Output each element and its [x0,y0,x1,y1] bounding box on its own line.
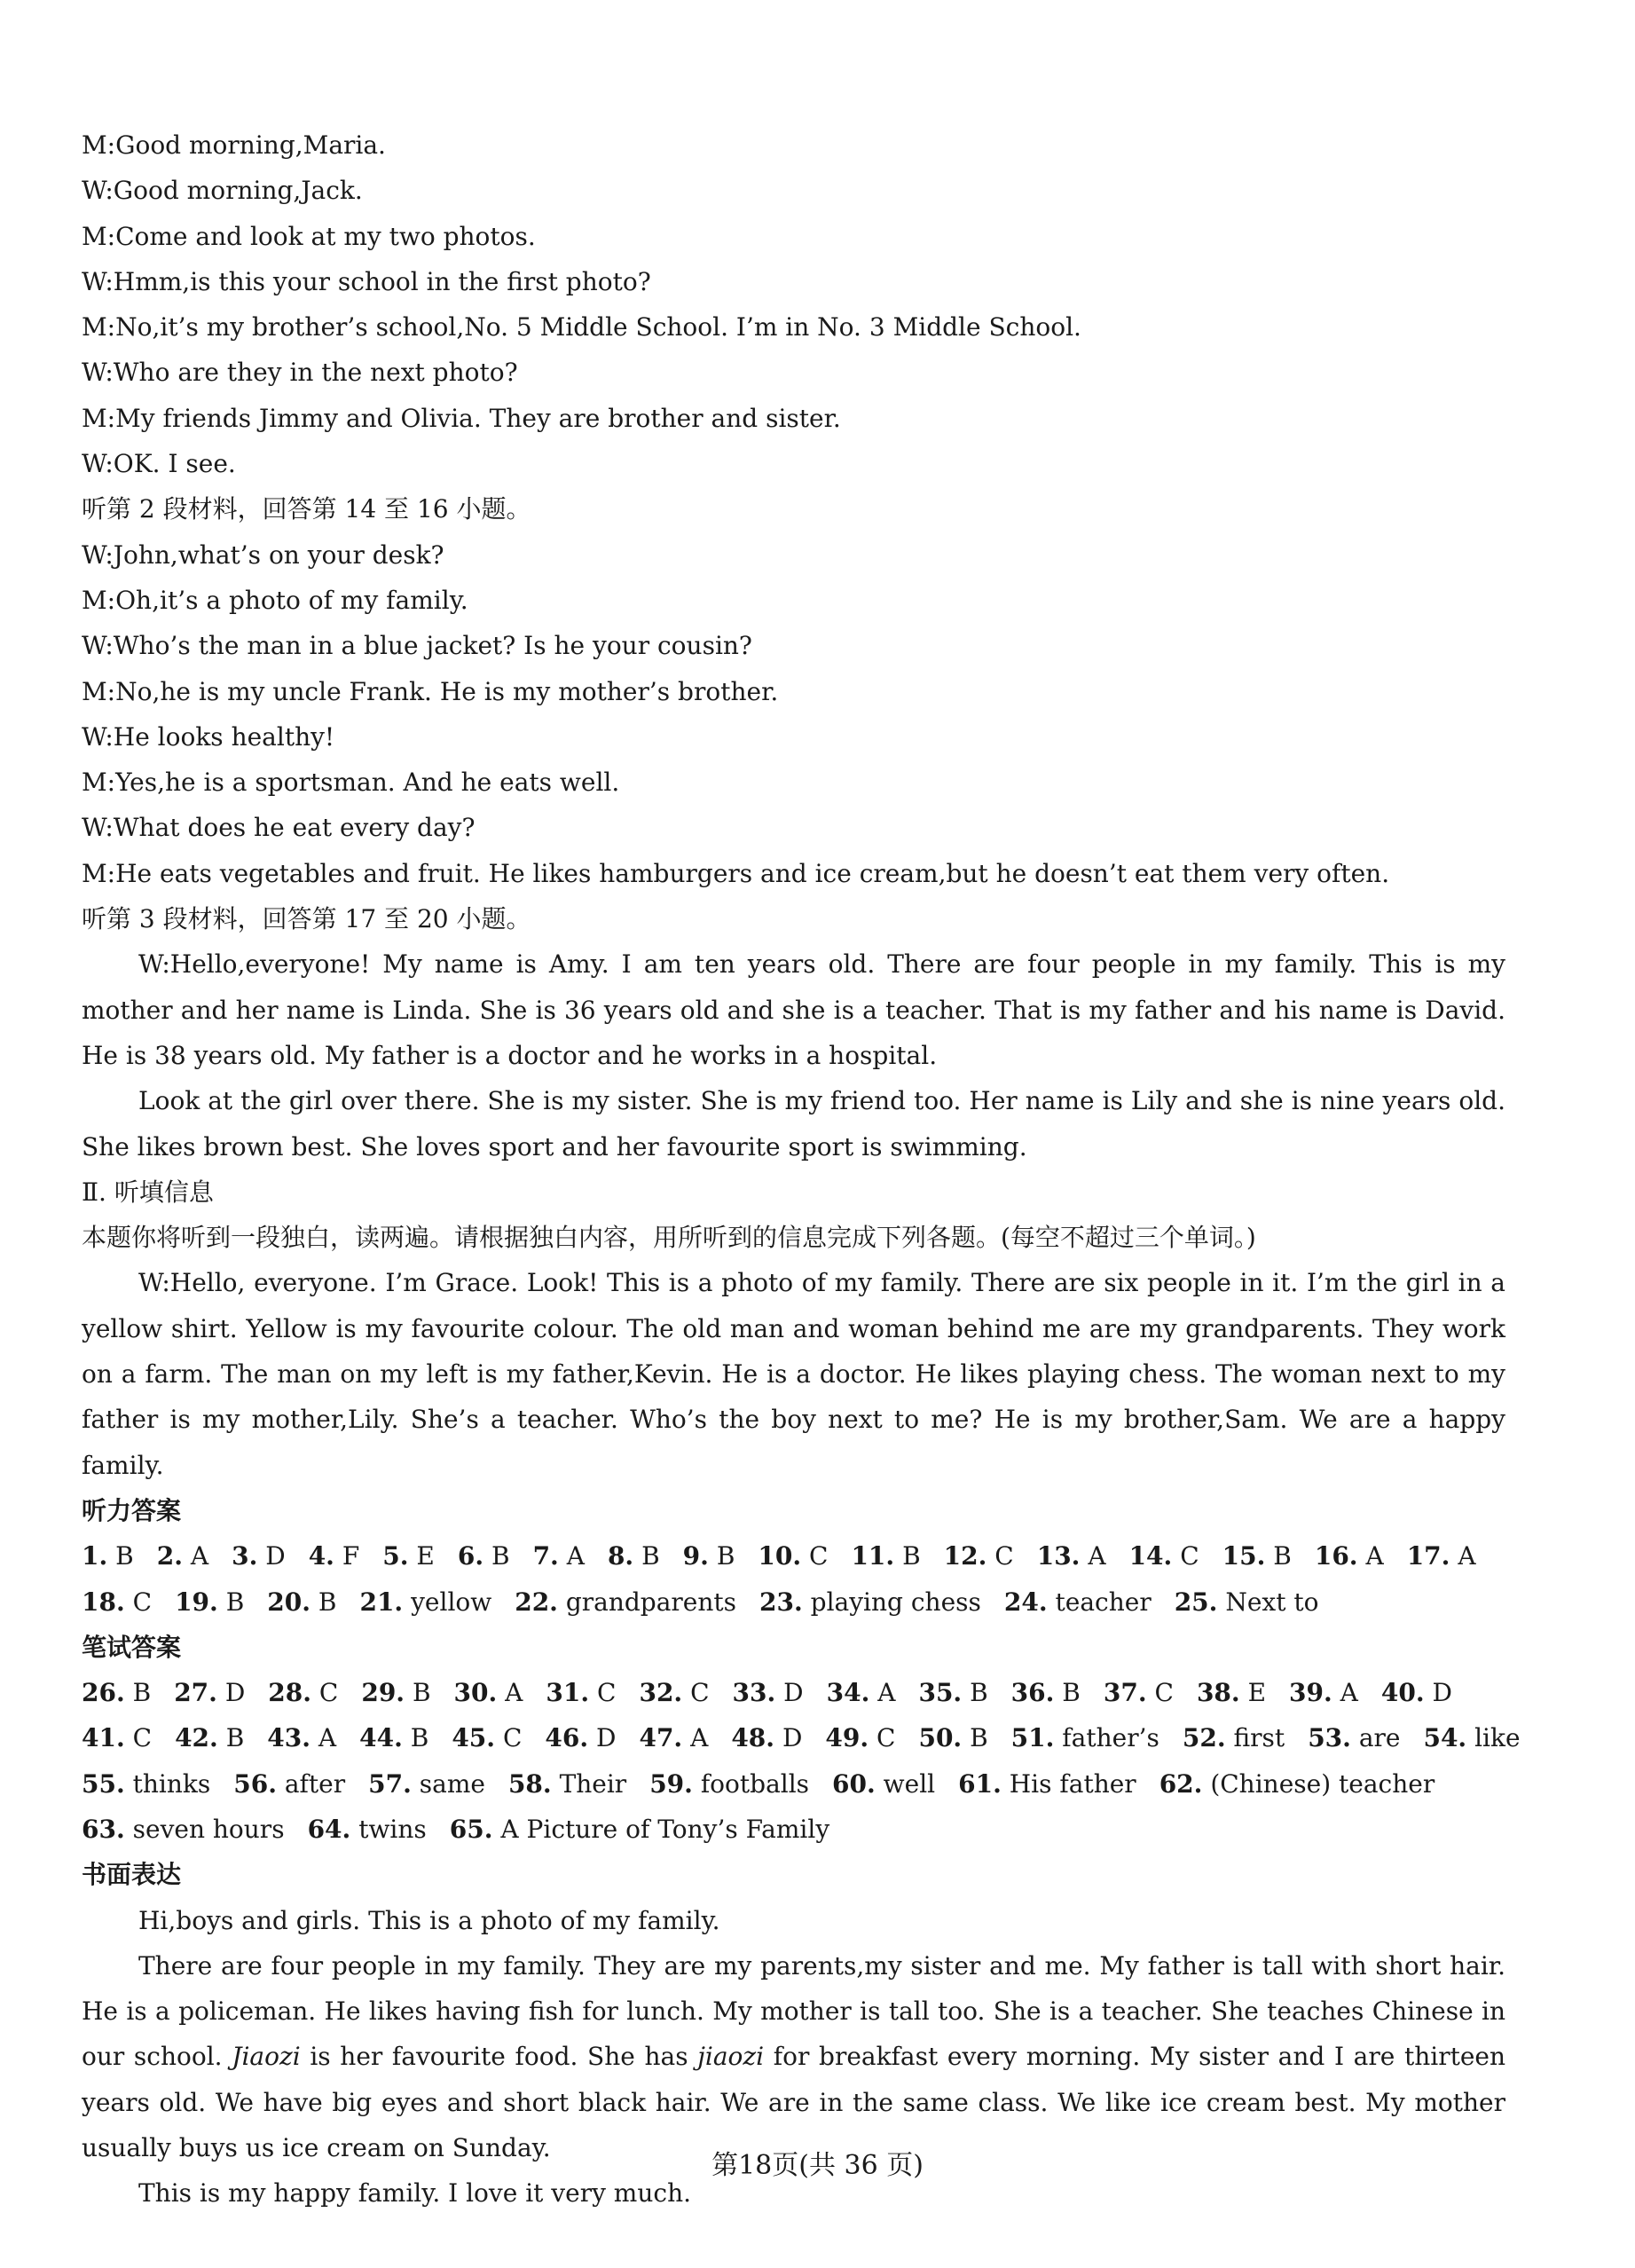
dialogue-line: M:No,he is my uncle Frank. He is my mother’s brother. [82,676,779,706]
answer-number: 18. [82,1587,125,1617]
monologue-3-paragraph-1: W:Hello,everyone! My name is Amy. I am ten years old. There are four people in my family. This is my mother and her name is Linda. She is 36 years old and she is a teacher. That is my father and his name is David. He is 38 years old. My father is a doctor and he works in a hospital. [82,949,1505,1070]
section-3-intro: 听第 3 段材料，回答第 17 至 20 小题。 [82,904,531,934]
answer-value: F [342,1541,360,1571]
writing-heading: 书面表达 [82,1860,182,1890]
answer-number: 52. [1182,1723,1226,1753]
writing-text: is her favourite food. She has [300,2042,698,2072]
answer-number: 20. [267,1587,310,1617]
answer-item [832,1769,935,1799]
answer-item [1159,1769,1435,1799]
answer-number: 19. [175,1587,218,1617]
dialogue-line: W:Good morning,Jack. [82,176,363,206]
answer-item [758,1541,828,1571]
answer-value: A [1340,1678,1358,1708]
answer-number: 60. [832,1768,876,1799]
answer-number: 50. [918,1723,963,1753]
answer-value: B [641,1541,660,1571]
section-2-intro: 听第 2 段材料，回答第 14 至 16 小题。 [82,494,531,524]
answer-number: 43. [267,1723,310,1753]
answer-value: B [318,1587,337,1617]
answer-value: A [505,1678,523,1708]
answer-value: father’s [1062,1723,1159,1753]
answer-number: 31. [546,1678,590,1708]
answer-value: B [410,1723,429,1753]
answer-number: 64. [307,1814,351,1844]
dialogue-line: W:Who are they in the next photo? [82,358,518,388]
answer-item [82,1815,285,1844]
writing-paragraph-2 [82,1943,1505,2170]
answer-value: B [716,1541,735,1571]
dialogue-line: W:He looks healthy! [82,721,335,752]
answer-item [1423,1723,1520,1752]
answer-item [232,1541,286,1571]
writing-text: for breakfast every morning. My sister and I are thirteen years old. We have big eyes and short black hair. We are in the same class. We like ice cream best. My mother usually buys us ice cream on Sunday. [82,2042,1506,2163]
answer-number: 25. [1174,1587,1218,1617]
answer-item [546,1678,616,1707]
answer-item [268,1678,338,1707]
answer-value: E [416,1541,435,1571]
answer-value: E [1247,1678,1267,1708]
answer-number: 41. [82,1723,125,1753]
answer-row [82,1761,1505,1807]
answer-value: C [318,1678,339,1708]
answer-number: 48. [731,1723,775,1753]
writing-italic-word: jiaozi [697,2042,765,2072]
answer-value: (Chinese) teacher [1210,1768,1435,1799]
answer-number: 15. [1222,1541,1266,1571]
answer-value: footballs [700,1768,810,1799]
answer-item [825,1723,895,1752]
answer-item [82,1587,152,1617]
answer-value: after [284,1768,346,1799]
part-2-instruction: 本题你将听到一段独白，读两遍。请根据独白内容，用所听到的信息完成下列各题。(每空不超过三个单词。) [82,1223,1256,1253]
answer-item [1011,1723,1159,1752]
answer-number: 1. [82,1541,108,1571]
part-2-title: Ⅱ. 听填信息 [82,1177,214,1207]
answer-item [1183,1723,1285,1752]
answer-item [359,1723,428,1752]
answer-value: teacher [1055,1587,1152,1617]
answer-value: well [883,1768,936,1799]
monologue-3-paragraph-2: Look at the girl over there. She is my sister. She is my friend too. Her name is Lily and she is nine years old. She likes brown best. She loves sport and her favourite sport is swimming. [82,1086,1505,1162]
answer-value: B [412,1678,431,1708]
dialogue-line: M:Good morning,Maria. [82,130,386,160]
answer-item [759,1587,981,1617]
answer-item [1222,1541,1292,1571]
answer-number: 61. [958,1768,1002,1799]
answer-item [649,1769,809,1799]
answer-number: 32. [639,1678,683,1708]
answer-value: B [970,1723,988,1753]
answer-item [1011,1678,1081,1707]
answer-item [851,1541,920,1571]
answer-item [1037,1541,1106,1571]
answer-item [733,1678,804,1707]
answer-value: C [132,1723,153,1753]
answer-number: 45. [452,1723,496,1753]
dialogue-line: M:Yes,he is a sportsman. And he eats well. [82,768,620,798]
answer-value: B [225,1587,245,1617]
dialogue-line: W:What does he eat every day? [82,813,476,843]
answer-item [82,1769,210,1799]
answer-number: 30. [453,1678,498,1708]
answer-item [639,1678,709,1707]
answer-number: 8. [607,1541,634,1571]
answer-item [683,1541,735,1571]
dialogue-line: W:Hmm,is this your school in the first photo? [82,266,651,296]
answer-number: 59. [649,1768,693,1799]
answer-item [233,1769,345,1799]
answer-value: B [1062,1678,1081,1708]
answer-number: 2. [156,1541,183,1571]
answer-number: 44. [359,1723,403,1753]
answer-item [1197,1678,1266,1707]
answer-value: D [783,1678,804,1708]
answer-item [361,1678,430,1707]
answer-value: C [876,1723,896,1753]
answer-value: B [115,1541,134,1571]
answer-item [175,1723,244,1752]
answer-item [731,1723,802,1752]
answer-number: 34. [826,1678,870,1708]
answer-value: Next to [1225,1587,1319,1617]
dialogue-2 [82,532,1505,896]
answer-number: 58. [507,1768,552,1799]
answer-item [157,1541,208,1571]
answer-number: 11. [851,1541,895,1571]
answer-item [1308,1723,1400,1752]
answer-value: C [1154,1678,1174,1708]
answer-value: C [597,1678,617,1708]
answer-item [458,1541,510,1571]
answer-number: 7. [532,1541,559,1571]
answer-item [308,1815,427,1844]
answer-item [267,1587,336,1617]
answer-value: A [190,1541,209,1571]
answer-value: C [809,1541,829,1571]
answer-value: C [132,1587,153,1617]
answer-value: twins [358,1814,427,1844]
answer-item [452,1723,522,1752]
answer-item [1175,1587,1319,1617]
answer-value: C [502,1723,523,1753]
answer-item [82,1723,152,1752]
answer-item [175,1587,244,1617]
answer-item [454,1678,523,1707]
answer-item [958,1769,1136,1799]
answer-number: 14. [1128,1541,1173,1571]
answer-row [82,1533,1505,1579]
answer-number: 5. [382,1541,409,1571]
answer-item [1129,1541,1199,1571]
answer-value: like [1474,1723,1521,1753]
answer-value: thinks [132,1768,211,1799]
answer-number: 53. [1308,1723,1351,1753]
answer-row [82,1807,1505,1852]
dialogue-line: M:Oh,it’s a photo of my family. [82,585,468,615]
answer-value: A [690,1723,709,1753]
answer-number: 37. [1103,1678,1147,1708]
answer-value: B [225,1723,245,1753]
answer-number: 29. [361,1678,405,1708]
answer-value: A [1365,1541,1384,1571]
answer-number: 4. [308,1541,334,1571]
answer-item [382,1541,435,1571]
answer-item [608,1541,660,1571]
answer-number: 28. [268,1678,311,1708]
answer-value: A [1458,1541,1476,1571]
dialogue-line: W:OK. I see. [82,449,236,479]
answer-number: 40. [1380,1678,1425,1708]
answer-value: are [1358,1723,1401,1753]
answer-value: Their [559,1768,627,1799]
answer-value: B [1273,1541,1292,1571]
answer-value: D [265,1541,286,1571]
answer-item [533,1541,585,1571]
answer-number: 12. [943,1541,987,1571]
answer-value: C [690,1678,710,1708]
answer-number: 42. [175,1723,218,1753]
listening-answers [82,1533,1505,1625]
answer-number: 65. [449,1814,493,1844]
page-footer: 第18页(共 36 页) [711,2150,924,2181]
answer-item [82,1678,151,1707]
dialogue-line: M:My friends Jimmy and Olivia. They are brother and sister. [82,403,841,433]
answer-item [174,1678,245,1707]
answer-number: 55. [82,1768,125,1799]
answer-item [918,1678,987,1707]
answer-item [1381,1678,1452,1707]
dialogue-line: M:No,it’s my brother’s school,No. 5 Middle School. I’m in No. 3 Middle School. [82,312,1081,343]
answer-item [1407,1541,1476,1571]
answer-value: D [596,1723,617,1753]
answer-number: 3. [232,1541,258,1571]
answer-row [82,1670,1505,1715]
listening-answers-heading: 听力答案 [82,1495,182,1525]
answer-number: 47. [639,1723,683,1753]
answer-item [918,1723,987,1752]
answer-value: B [970,1678,988,1708]
document-page [82,122,1521,2217]
answer-number: 24. [1003,1587,1048,1617]
answer-value: D [224,1678,246,1708]
part-2-monologue: W:Hello, everyone. I’m Grace. Look! This is a photo of my family. There are six people in it. I’m the girl in a yellow shirt. Yellow is my favourite colour. The old man and woman behind me are my grandparents. They work on a farm. The man on my left is my father,Kevin. He is a doctor. He likes playing chess. The woman next to my father is my mother,Lily. She’s a teacher. Who’s the boy next to me? He is my brother,Sam. We are a happy family. [82,1268,1505,1480]
writing-text: There are four people in my family. They are my parents,my sister and me. My father is tall with short hair. He is a policeman. He likes having fish for lunch. My mother is tall too. She is a teacher. She teaches Chinese in our school. [82,1950,1505,2072]
answer-number: 27. [174,1678,217,1708]
answer-item [827,1678,896,1707]
answer-value: grandparents [565,1587,737,1617]
answer-item [1104,1678,1174,1707]
answer-item [639,1723,708,1752]
written-answers [82,1670,1521,1852]
answer-value: A [877,1678,896,1708]
answer-item [944,1541,1014,1571]
answer-number: 54. [1423,1723,1467,1753]
writing-italic-word: Jiaozi [232,2042,301,2072]
answer-number: 57. [368,1768,412,1799]
writing-paragraph-3: This is my happy family. I love it very much. [138,2178,691,2209]
answer-number: 6. [457,1541,484,1571]
answer-item [368,1769,485,1799]
answer-item [508,1769,626,1799]
answer-number: 35. [918,1678,963,1708]
answer-item [1289,1678,1358,1707]
answer-item [450,1815,829,1844]
answer-value: seven hours [132,1814,285,1844]
answer-value: same [419,1768,485,1799]
answer-item [309,1541,360,1571]
dialogue-line: W:John,what’s on your desk? [82,539,444,570]
answer-row [82,1579,1505,1625]
answer-number: 21. [359,1587,404,1617]
dialogue-line: M:Come and look at my two photos. [82,221,536,251]
answer-value: first [1233,1723,1285,1753]
answer-item [515,1587,736,1617]
dialogue-line: M:He eats vegetables and fruit. He likes hamburgers and ice cream,but he doesn’t eat them very often. [82,858,1390,888]
answer-value: A Picture of Tony’s Family [500,1814,830,1844]
answer-number: 23. [759,1587,803,1617]
answer-item [1315,1541,1384,1571]
answer-value: B [132,1678,152,1708]
written-answers-heading: 笔试答案 [82,1632,182,1662]
answer-value: His father [1009,1768,1136,1799]
answer-item [1004,1587,1152,1617]
answer-row [82,1715,1521,1760]
answer-value: D [1432,1678,1452,1708]
answer-number: 10. [758,1541,802,1571]
answer-value: A [1088,1541,1106,1571]
answer-number: 49. [825,1723,869,1753]
answer-number: 38. [1196,1678,1240,1708]
dialogue-1 [82,122,1505,486]
answer-number: 17. [1406,1541,1450,1571]
answer-number: 16. [1314,1541,1358,1571]
answer-number: 22. [515,1587,558,1617]
answer-number: 9. [682,1541,709,1571]
answer-item [359,1587,491,1617]
answer-value: B [902,1541,921,1571]
answer-value: D [782,1723,803,1753]
dialogue-line: W:Who’s the man in a blue jacket? Is he your cousin? [82,631,752,661]
answer-item [545,1723,616,1752]
answer-number: 33. [732,1678,776,1708]
answer-number: 13. [1036,1541,1081,1571]
answer-item [267,1723,336,1752]
answer-number: 39. [1289,1678,1332,1708]
answer-number: 56. [233,1768,277,1799]
answer-item [82,1541,134,1571]
answer-number: 36. [1010,1678,1055,1708]
answer-value: C [1180,1541,1199,1571]
answer-value: A [566,1541,585,1571]
answer-value: yellow [411,1587,492,1617]
answer-value: C [994,1541,1014,1571]
answer-number: 26. [82,1678,125,1708]
writing-paragraph-1: Hi,boys and girls. This is a photo of my family. [138,1905,720,1935]
answer-number: 51. [1010,1723,1055,1753]
answer-value: B [491,1541,510,1571]
answer-number: 62. [1159,1768,1203,1799]
answer-value: A [318,1723,337,1753]
answer-number: 63. [82,1814,125,1844]
answer-number: 46. [545,1723,589,1753]
answer-value: playing chess [810,1587,981,1617]
